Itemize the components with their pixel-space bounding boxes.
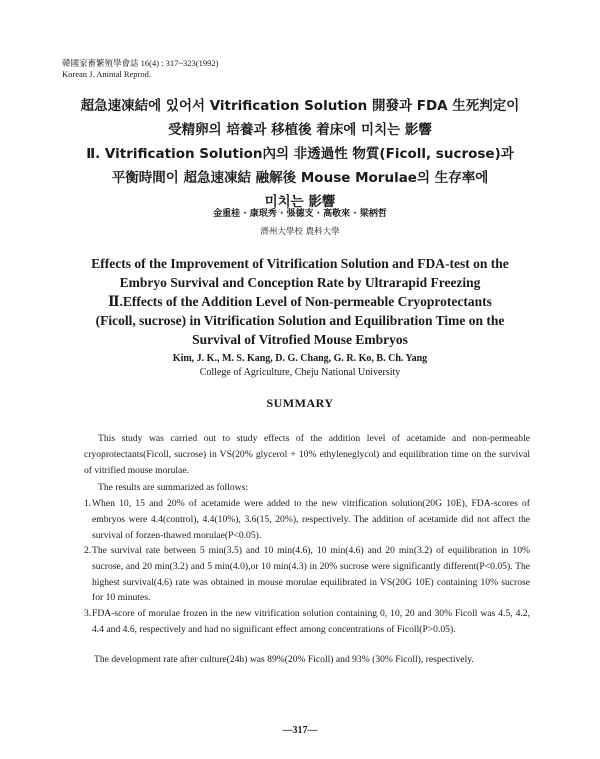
english-title-line: Survival of Vitrofied Mouse Embryos [192,332,408,347]
korean-authors: 金重桂 · 康珉秀 · 張德支 · 高敬來 · 梁柄哲 [213,209,387,219]
korean-title [40,94,560,214]
page-number: —317— [282,725,318,736]
english-title-line: Ⅱ.Effects of the Addition Level of Non-permeable Cryoprotectants [108,294,492,309]
journal-line-english: Korean J. Animal Reprod. [62,69,151,79]
summary-item-1 [84,496,530,543]
summary-final: The development rate after culture(24h) was 89%(20% Ficoll) and 93% (30% Ficoll), respectively. [94,654,474,665]
english-affiliation: College of Agriculture, Cheju National University [199,367,401,378]
english-authors: Kim, J. K., M. S. Kang, D. G. Chang, G. R. Ko, B. Ch. Yang [172,353,428,364]
english-title [40,254,560,349]
korean-title-line: 超急速凍結에 있어서 Vitrification Solution 開發과 FDA 生死判定이 [80,98,520,114]
summary-item-3 [84,606,530,638]
item-number: 1. [84,498,92,509]
item-text: The survival rate between 5 min(3.5) and 10 min(4.6), 10 min(4.6) and 20 min(3.2) of equilibration in 10% sucrose, and 20 min(3.2) and 5 min(4.0),or 10 min(4.3) in 20% sucrose were significantly different(P<0.05). The highest survival(4.6) rate was obtained in mouse morulae equilibrated in VS(20G 10E) containing 10% sucrose for 10 minutes. [92,545,530,604]
korean-title-line: 平衡時間이 超急速凍結 融解後 Mouse Morulae의 生存率에 [111,170,489,186]
item-number: 2. [84,545,92,556]
summary-intro: This study was carried out to study effects of the addition level of acetamide and non-permeable cryoprotectants(Ficoll, sucrose) in VS(20% glycerol + 10% ethyleneglycol) and equilibration time on the survival of vitrified mouse morulae. [84,433,530,476]
korean-title-line: Ⅱ. Vitrification Solution內의 非透過性 物質(Ficoll, sucrose)과 [86,146,514,162]
journal-line-korean: 韓國家畜繁殖學會誌 16(4) : 317~323(1992) [62,58,219,68]
english-title-line: Embryo Survival and Conception Rate by Ultrarapid Freezing [119,275,481,290]
item-text: FDA-score of morulae frozen in the new vitrification solution containing 0, 10, 20 and 30% Ficoll was 4.5, 4.2, 4.4 and 4.6, respectively and had no significant effect among concentrations of Ficoll(P>0.05). [92,608,530,635]
summary-heading: SUMMARY [266,396,334,410]
summary-item-2 [84,543,530,606]
item-text: When 10, 15 and 20% of acetamide were added to the new vitrification solution(20G 10E), FDA-scores of embryos were 4.4(control), 4.4(10%), 3.6(15, 20%), respectively. The addition of acetamide did not affect the survival of forzen-thawed morulae(P<0.05). [92,498,530,541]
korean-title-line: 受精卵의 培養과 移植後 着床에 미치는 影響 [168,122,432,138]
korean-title-line: 미치는 影響 [264,194,336,210]
item-number: 3. [84,608,92,619]
english-title-line: (Ficoll, sucrose) in Vitrification Solution and Equilibration Time on the [95,313,505,328]
english-title-line: Effects of the Improvement of Vitrification Solution and FDA-test on the [91,256,509,271]
journal-citation [62,58,218,80]
korean-affiliation: 濟州大學校 農科大學 [260,227,340,237]
summary-intro-results: The results are summarized as follows: [98,482,248,493]
